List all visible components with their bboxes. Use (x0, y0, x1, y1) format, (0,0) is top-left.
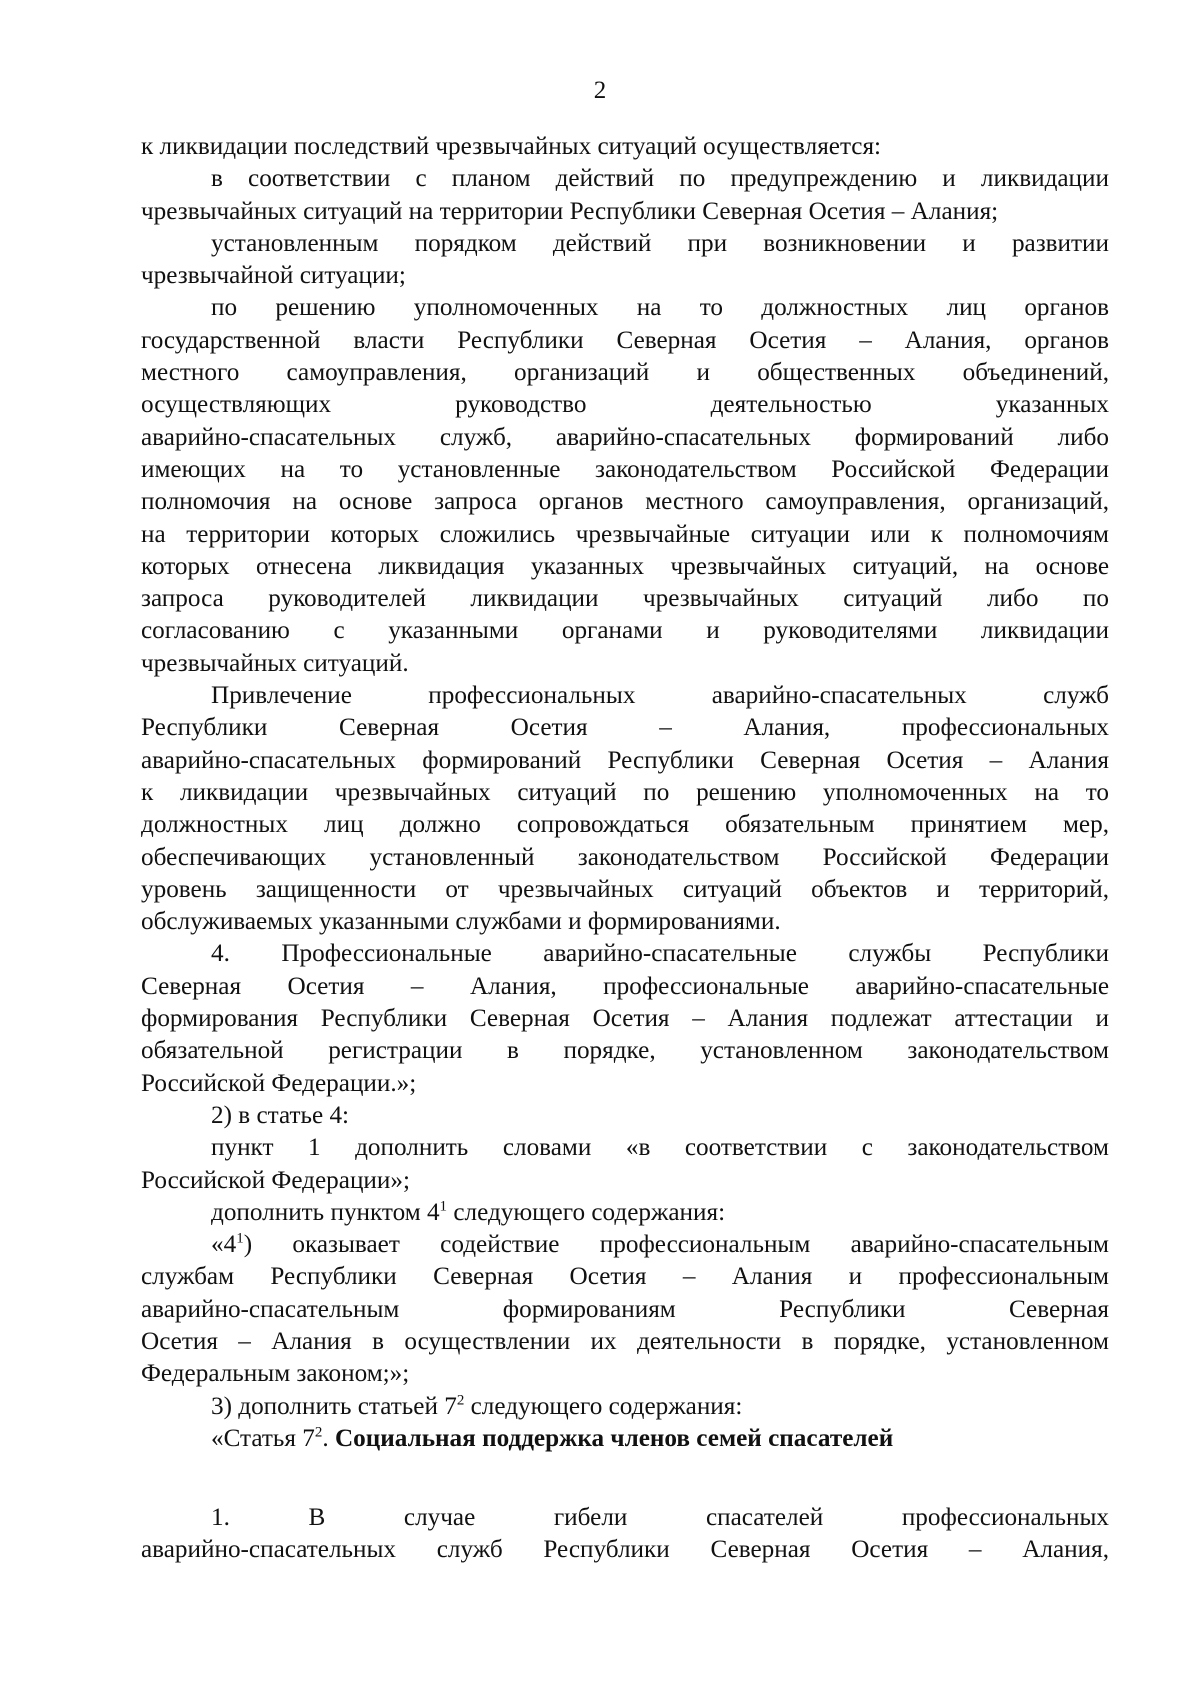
text-run: дополнить пунктом 4 (211, 1198, 440, 1226)
text-line: должностных лиц должно сопровождаться обязательным принятием мер, (141, 811, 1109, 839)
text-line: Российской Федерации»; (141, 1166, 410, 1194)
text-run: ) оказывает содействие профессиональным аварийно-спасательным (243, 1231, 1109, 1259)
text-line: Осетия – Алания в осуществлении их деятельности в порядке, установленном (141, 1327, 1109, 1355)
text-line: на территории которых сложились чрезвычайные ситуации или к полномочиям (141, 520, 1109, 548)
text-line: пункт 1 дополнить словами «в соответствии с законодательством (211, 1134, 1109, 1162)
text-line: обслуживаемых указанными службами и формированиями. (141, 908, 781, 936)
text-line: службам Республики Северная Осетия – Алания и профессиональным (141, 1263, 1109, 1291)
text-line: имеющих на то установленные законодательством Российской Федерации (141, 455, 1109, 483)
text-run: «4 (211, 1231, 237, 1259)
superscript: 2 (456, 1392, 465, 1409)
text-line: обеспечивающих установленный законодательством Российской Федерации (141, 843, 1109, 871)
text-run: «Статья 7 (211, 1424, 315, 1452)
text-line: государственной власти Республики Северная Осетия – Алания, органов (141, 326, 1109, 354)
text-run: . (322, 1424, 335, 1452)
text-line: 2) в статье 4: (211, 1101, 350, 1129)
text-line: формирования Республики Северная Осетия – Алания подлежат аттестации и (141, 1005, 1109, 1033)
page-number: 2 (593, 77, 607, 104)
article-heading (141, 1423, 1109, 1455)
text-line: запроса руководителей ликвидации чрезвычайных ситуаций либо по (141, 585, 1109, 613)
text-run: следующего содержания: (464, 1392, 743, 1420)
text-line: которых отнесена ликвидация указанных чрезвычайных ситуаций, на основе (141, 552, 1109, 580)
article-title: Социальная поддержка членов семей спасателей (334, 1424, 894, 1452)
text-line: обязательной регистрации в порядке, установленном законодательством (141, 1037, 1109, 1065)
text-line: аварийно-спасательным формированиям Республики Северная (141, 1295, 1109, 1323)
text-line: чрезвычайных ситуаций на территории Республики Северная Осетия – Алания; (141, 197, 999, 225)
text-line: к ликвидации последствий чрезвычайных ситуаций осуществляется: (141, 133, 882, 160)
superscript: 1 (439, 1198, 448, 1215)
text-line (141, 1391, 1109, 1423)
text-line: установленным порядком действий при возникновении и развитии (211, 229, 1109, 257)
text-line: аварийно-спасательных служб, аварийно-спасательных формирований либо (141, 423, 1109, 451)
text-line: 1. В случае гибели спасателей профессиональных (211, 1504, 1109, 1532)
text-line: Федеральным законом;»; (141, 1360, 410, 1388)
document-body (141, 131, 1109, 1567)
text-line: аварийно-спасательных служб Республики Северная Осетия – Алания, (141, 1536, 1109, 1564)
text-line: Российской Федерации.»; (141, 1069, 417, 1097)
text-line (141, 1229, 1109, 1261)
text-line: аварийно-спасательных формирований Республики Северная Осетия – Алания (141, 746, 1109, 774)
text-line: по решению уполномоченных на то должностных лиц органов (211, 294, 1109, 322)
superscript: 1 (236, 1230, 244, 1247)
text-line: осуществляющих руководство деятельностью указанных (141, 391, 1109, 419)
text-run: следующего содержания: (447, 1198, 726, 1226)
text-line: Республики Северная Осетия – Алания, профессиональных (141, 714, 1109, 742)
text-line: полномочия на основе запроса органов местного самоуправления, организаций, (141, 488, 1109, 516)
text-line: Привлечение профессиональных аварийно-спасательных служб (211, 682, 1109, 710)
text-line: чрезвычайных ситуаций. (141, 649, 409, 677)
text-line: к ликвидации чрезвычайных ситуаций по решению уполномоченных на то (141, 778, 1109, 806)
text-line: чрезвычайной ситуации; (141, 262, 406, 290)
blank-gap (141, 1455, 1109, 1502)
text-line (141, 1197, 1109, 1229)
text-line: 4. Профессиональные аварийно-спасательные службы Республики (211, 940, 1109, 968)
superscript: 2 (314, 1424, 323, 1441)
text-line: местного самоуправления, организаций и общественных объединений, (141, 359, 1109, 387)
text-line: Северная Осетия – Алания, профессиональные аварийно-спасательные (141, 972, 1109, 1000)
text-run: 3) дополнить статьей 7 (211, 1392, 457, 1420)
text-line: согласованию с указанными органами и руководителями ликвидации (141, 617, 1109, 645)
text-line: в соответствии с планом действий по предупреждению и ликвидации (211, 165, 1109, 193)
text-line: уровень защищенности от чрезвычайных ситуаций объектов и территорий, (141, 875, 1109, 903)
